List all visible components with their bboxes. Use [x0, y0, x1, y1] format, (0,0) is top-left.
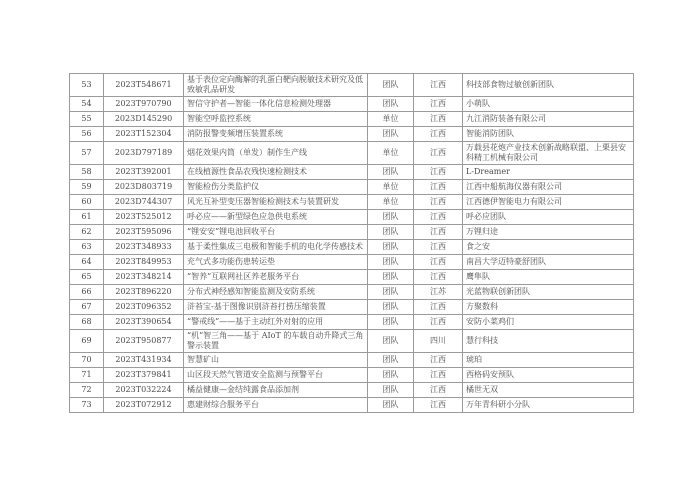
entity-type-cell: 单位	[368, 112, 414, 127]
project-name-cell: 智慧矿山	[184, 353, 368, 368]
project-name-cell: 在线植源性食品农残快速检测技术	[184, 165, 368, 180]
entity-type-cell: 团队	[368, 368, 414, 383]
organization-cell: 呼必应团队	[463, 210, 634, 225]
project-code-cell: 2023D797189	[104, 142, 184, 165]
project-code-cell: 2023T525012	[104, 210, 184, 225]
project-code-cell: 2023T348214	[104, 270, 184, 285]
entity-type-cell: 团队	[368, 398, 414, 413]
entity-type-cell: 团队	[368, 255, 414, 270]
project-code-cell: 2023T032224	[104, 383, 184, 398]
row-number-cell: 54	[70, 97, 104, 112]
row-number-cell: 67	[70, 300, 104, 315]
table-row	[70, 368, 634, 383]
project-name-cell: 惠建财综合服务平台	[184, 398, 368, 413]
project-name-cell: 基于表位定向酶解的乳蛋白靶向脱敏技术研究及低致敏乳品研发	[184, 74, 368, 97]
project-name-cell: 充气式多功能伤患转运垫	[184, 255, 368, 270]
organization-cell: 江西德伊智能电力有限公司	[463, 195, 634, 210]
province-cell: 江西	[414, 127, 463, 142]
project-code-cell: 2023T950877	[104, 330, 184, 353]
province-cell: 江西	[414, 368, 463, 383]
organization-cell: 光蓝物联创新团队	[463, 285, 634, 300]
row-number-cell: 69	[70, 330, 104, 353]
table-row	[70, 398, 634, 413]
project-name-cell: 智能空呼监控系统	[184, 112, 368, 127]
row-number-cell: 61	[70, 210, 104, 225]
province-cell: 江西	[414, 353, 463, 368]
province-cell: 江西	[414, 255, 463, 270]
project-code-cell: 2023T392001	[104, 165, 184, 180]
project-name-cell: 基于柔性集成三电极和智能手机的电化学传感技术	[184, 240, 368, 255]
organization-cell: 方聚数科	[463, 300, 634, 315]
organization-cell: 鹰隼队	[463, 270, 634, 285]
row-number-cell: 73	[70, 398, 104, 413]
projects-table	[69, 73, 634, 413]
row-number-cell: 63	[70, 240, 104, 255]
table-row	[70, 383, 634, 398]
table-row	[70, 270, 634, 285]
entity-type-cell: 团队	[368, 225, 414, 240]
province-cell: 江西	[414, 97, 463, 112]
province-cell: 江西	[414, 195, 463, 210]
province-cell: 江西	[414, 165, 463, 180]
row-number-cell: 68	[70, 315, 104, 330]
table-row	[70, 195, 634, 210]
project-name-cell: 分布式神经感知智能监测及安防系统	[184, 285, 368, 300]
project-name-cell: 智能检伤分类监护仪	[184, 180, 368, 195]
project-code-cell: 2023T096352	[104, 300, 184, 315]
project-name-cell: “锂安安”锂电池回收平台	[184, 225, 368, 240]
row-number-cell: 60	[70, 195, 104, 210]
project-code-cell: 2023T379841	[104, 368, 184, 383]
entity-type-cell: 团队	[368, 270, 414, 285]
table-row	[70, 255, 634, 270]
project-code-cell: 2023T152304	[104, 127, 184, 142]
province-cell: 江西	[414, 315, 463, 330]
project-name-cell: 山区段天然气管道安全监测与预警平台	[184, 368, 368, 383]
organization-cell: 万年青科研小分队	[463, 398, 634, 413]
row-number-cell: 65	[70, 270, 104, 285]
project-name-cell: “警戒线”——基于主动红外对射的应用	[184, 315, 368, 330]
province-cell: 江西	[414, 112, 463, 127]
project-code-cell: 2023T072912	[104, 398, 184, 413]
organization-cell: 琥珀	[463, 353, 634, 368]
organization-cell: 江西中船航海仪器有限公司	[463, 180, 634, 195]
province-cell: 江西	[414, 74, 463, 97]
entity-type-cell: 单位	[368, 142, 414, 165]
entity-type-cell: 团队	[368, 127, 414, 142]
table-row	[70, 285, 634, 300]
table-row	[70, 315, 634, 330]
organization-cell: 食之安	[463, 240, 634, 255]
table-row	[70, 330, 634, 353]
province-cell: 江西	[414, 300, 463, 315]
entity-type-cell: 单位	[368, 180, 414, 195]
entity-type-cell: 团队	[368, 97, 414, 112]
table-row	[70, 225, 634, 240]
province-cell: 江西	[414, 210, 463, 225]
province-cell: 江西	[414, 383, 463, 398]
row-number-cell: 53	[70, 74, 104, 97]
row-number-cell: 66	[70, 285, 104, 300]
row-number-cell: 56	[70, 127, 104, 142]
province-cell: 江西	[414, 398, 463, 413]
table-row	[70, 97, 634, 112]
province-cell: 江西	[414, 142, 463, 165]
project-name-cell: 橘益健康—金结纯露食品添加剂	[184, 383, 368, 398]
province-cell: 江西	[414, 240, 463, 255]
table-row	[70, 74, 634, 97]
project-code-cell: 2023D803719	[104, 180, 184, 195]
projects-table-body	[70, 74, 634, 413]
table-row	[70, 353, 634, 368]
project-code-cell: 2023D744307	[104, 195, 184, 210]
row-number-cell: 58	[70, 165, 104, 180]
organization-cell: 小萌队	[463, 97, 634, 112]
project-code-cell: 2023T431934	[104, 353, 184, 368]
row-number-cell: 72	[70, 383, 104, 398]
organization-cell: 科技部食物过敏创新团队	[463, 74, 634, 97]
row-number-cell: 71	[70, 368, 104, 383]
province-cell: 江西	[414, 180, 463, 195]
organization-cell: 九江消防装备有限公司	[463, 112, 634, 127]
province-cell: 四川	[414, 330, 463, 353]
project-code-cell: 2023T595096	[104, 225, 184, 240]
table-row	[70, 165, 634, 180]
organization-cell: 慧行科技	[463, 330, 634, 353]
table-row	[70, 142, 634, 165]
row-number-cell: 70	[70, 353, 104, 368]
project-name-cell: 烟花效果内筒（单发）制作生产线	[184, 142, 368, 165]
entity-type-cell: 团队	[368, 315, 414, 330]
entity-type-cell: 单位	[368, 195, 414, 210]
table-row	[70, 300, 634, 315]
project-code-cell: 2023T970790	[104, 97, 184, 112]
organization-cell: 智能消防团队	[463, 127, 634, 142]
row-number-cell: 57	[70, 142, 104, 165]
entity-type-cell: 团队	[368, 74, 414, 97]
row-number-cell: 64	[70, 255, 104, 270]
province-cell: 江苏	[414, 285, 463, 300]
entity-type-cell: 团队	[368, 353, 414, 368]
project-name-cell: 呼必应——新型绿色应急供电系统	[184, 210, 368, 225]
organization-cell: 万锂归途	[463, 225, 634, 240]
project-name-cell: “机”智三角——基于 AIoT 的车载自动升降式三角警示装置	[184, 330, 368, 353]
organization-cell: 万载县花炮产业技术创新战略联盟、上栗县安科精工机械有限公司	[463, 142, 634, 165]
organization-cell: 西格码安预队	[463, 368, 634, 383]
table-row	[70, 180, 634, 195]
project-code-cell: 2023T390654	[104, 315, 184, 330]
project-code-cell: 2023D145290	[104, 112, 184, 127]
project-name-cell: 浒苔宝-基于图像识别浒苔打捞压缩装置	[184, 300, 368, 315]
entity-type-cell: 团队	[368, 285, 414, 300]
project-code-cell: 2023T896220	[104, 285, 184, 300]
province-cell: 江西	[414, 270, 463, 285]
project-code-cell: 2023T348933	[104, 240, 184, 255]
table-row	[70, 127, 634, 142]
table-row	[70, 240, 634, 255]
project-code-cell: 2023T849953	[104, 255, 184, 270]
organization-cell: 橘世无双	[463, 383, 634, 398]
project-name-cell: 智信守护者—智能一体化信息检测处理器	[184, 97, 368, 112]
entity-type-cell: 团队	[368, 300, 414, 315]
entity-type-cell: 团队	[368, 330, 414, 353]
entity-type-cell: 团队	[368, 165, 414, 180]
organization-cell: L-Dreamer	[463, 165, 634, 180]
entity-type-cell: 团队	[368, 383, 414, 398]
table-row	[70, 112, 634, 127]
project-code-cell: 2023T548671	[104, 74, 184, 97]
row-number-cell: 59	[70, 180, 104, 195]
project-name-cell: 风光互补型变压器智能检测技术与装置研发	[184, 195, 368, 210]
project-name-cell: “智养”互联网社区养老服务平台	[184, 270, 368, 285]
province-cell: 江西	[414, 225, 463, 240]
table-row	[70, 210, 634, 225]
row-number-cell: 55	[70, 112, 104, 127]
project-name-cell: 消防报警变频增压装置系统	[184, 127, 368, 142]
organization-cell: 南昌大学迈特豪舒团队	[463, 255, 634, 270]
row-number-cell: 62	[70, 225, 104, 240]
entity-type-cell: 团队	[368, 210, 414, 225]
organization-cell: 安防小菜鸡们	[463, 315, 634, 330]
entity-type-cell: 团队	[368, 240, 414, 255]
